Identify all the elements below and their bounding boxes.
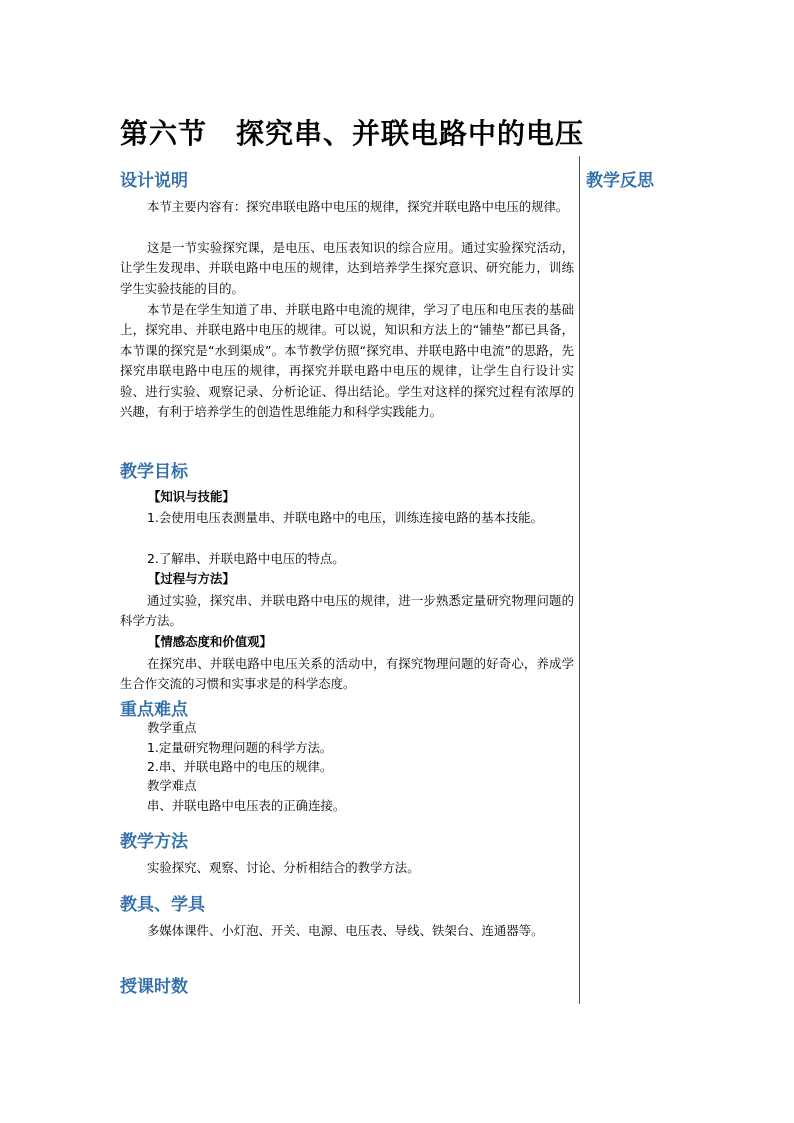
- knowledge-item-1: 1.会使用电压表测量串、并联电路中的电压，训练连接电路的基本技能。: [147, 510, 543, 525]
- page-title: 第六节 探究串、并联电路中的电压: [120, 117, 585, 150]
- method-text: 实验探究、观察、讨论、分析相结合的教学方法。: [147, 860, 420, 875]
- design-paragraph-3: 本节是在学生知道了串、并联电路中电流的规律，学习了电压和电压表的基础上，探究串、并联电路中电压的规律。可以说，知识和方法上的“铺垫”都已具备，本节课的探究是“水到渠成”。本节教学仿照“探究串、并联电路中电流”的思路，先探究串联电路中电压的规律，再探究并联电路中电压的规律，让学生自行设计实验、进行实验、观察记录、分析论证、得出结论。学生对这样的探究过程有浓厚的兴趣，有利于培养学生的创造性思维能力和科学实践能力。: [120, 302, 574, 420]
- design-heading: 设计说明: [120, 171, 188, 191]
- tools-heading: 教具、学具: [120, 895, 205, 915]
- tools-text: 多媒体课件、小灯泡、开关、电源、电压表、导线、铁架台、连通器等。: [147, 923, 544, 938]
- process-text: 通过实验，探究串、并联电路中电压的规律，进一步熟悉定量研究物理问题的科学方法。: [120, 593, 574, 629]
- goals-heading: 教学目标: [120, 462, 188, 482]
- knowledge-item-2: 2.了解串、并联电路中电压的特点。: [147, 551, 345, 566]
- design-paragraph-1: 本节主要内容有：探究串联电路中电压的规律，探究并联电路中电压的规律。: [147, 199, 569, 214]
- key-heading: 重点难点: [120, 700, 188, 720]
- emotion-label: 【情感态度和价值观】: [148, 634, 272, 649]
- key-line-1: 教学重点: [147, 720, 197, 735]
- process-label: 【过程与方法】: [148, 571, 235, 586]
- key-line-2: 1.定量研究物理问题的科学方法。: [147, 740, 333, 755]
- hours-heading: 授课时数: [120, 977, 188, 997]
- key-line-3: 2.串、并联电路中的电压的规律。: [147, 759, 333, 774]
- design-paragraph-2: 这是一节实验探究课，是电压、电压表知识的综合应用。通过实验探究活动，让学生发现串、并联电路中电压的规律，达到培养学生探究意识、研究能力，训练学生实验技能的目的。: [120, 240, 574, 296]
- method-heading: 教学方法: [120, 832, 188, 852]
- reflection-heading: 教学反思: [586, 171, 654, 191]
- key-line-4: 教学难点: [147, 778, 197, 793]
- column-divider: [579, 156, 580, 1004]
- knowledge-label: 【知识与技能】: [148, 489, 235, 504]
- key-line-5: 串、并联电路中电压表的正确连接。: [147, 798, 346, 813]
- emotion-text: 在探究串、并联电路中电压关系的活动中，有探究物理问题的好奇心，养成学生合作交流的习惯和实事求是的科学态度。: [120, 656, 574, 692]
